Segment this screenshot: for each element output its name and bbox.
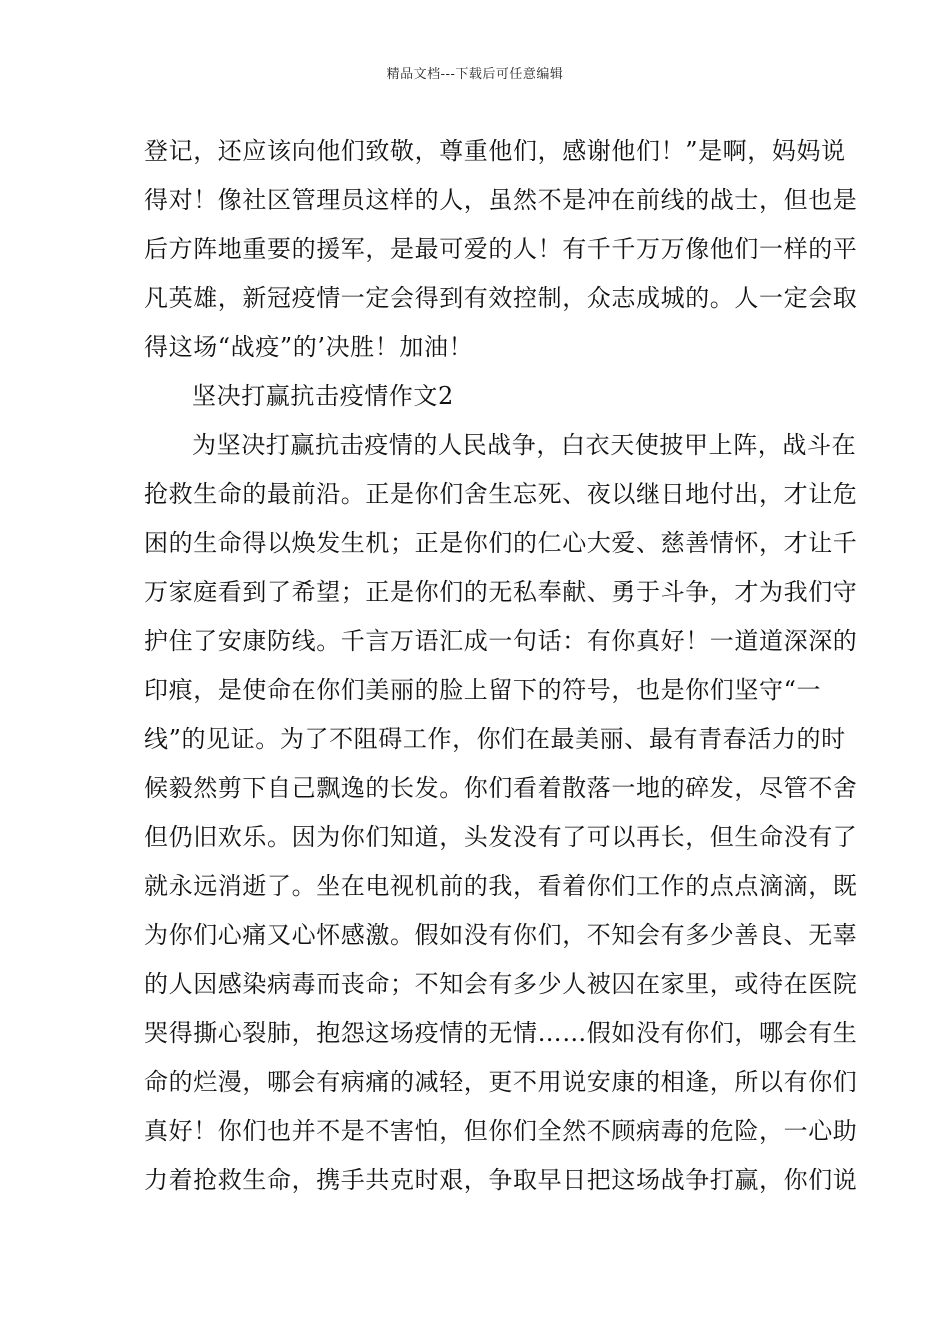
page-header: 精品文档---下载后可任意编辑 xyxy=(386,67,564,82)
text-line: 命的烂漫，哪会有病痛的减轻，更不用说安康的相逢，所以有你们 xyxy=(144,1068,858,1096)
section-heading xyxy=(144,372,808,421)
text-line: 就永远消逝了。坐在电视机前的我，看着你们工作的点点滴滴，既 xyxy=(144,872,858,900)
text-line: 登记，还应该向他们致敬，尊重他们，感谢他们！”是啊，妈妈说 xyxy=(144,137,846,165)
text-line: 护住了安康防线。千言万语汇成一句话：有你真好！一道道深深的 xyxy=(144,627,858,655)
text-line: 后方阵地重要的援军，是最可爱的人！有千千万万像他们一样的平 xyxy=(144,235,858,263)
text-line: 万家庭看到了希望；正是你们的无私奉献、勇于斗争，才为我们守 xyxy=(144,578,858,606)
text-line: 但仍旧欢乐。因为你们知道，头发没有了可以再长，但生命没有了 xyxy=(144,823,858,851)
paragraph-2 xyxy=(144,421,858,1205)
text-line: 的人因感染病毒而丧命；不知会有多少人被囚在家里，或待在医院 xyxy=(144,970,858,998)
text-line: 为坚决打赢抗击疫情的人民战争，白衣天使披甲上阵，战斗在 xyxy=(192,431,857,459)
text-line: 得这场“战疫”的’决胜！加油！ xyxy=(144,333,474,361)
text-line: 力着抢救生命，携手共克时艰，争取早日把这场战争打赢，你们说 xyxy=(144,1166,858,1194)
text-line: 抢救生命的最前沿。正是你们舍生忘死、夜以继日地付出，才让危 xyxy=(144,480,858,508)
text-line: 真好！你们也并不是不害怕，但你们全然不顾病毒的危险，一心助 xyxy=(144,1117,858,1145)
text-line: 印痕，是使命在你们美丽的脸上留下的符号，也是你们坚守“一 xyxy=(144,676,822,704)
text-line: 得对！像社区管理员这样的人，虽然不是冲在前线的战士，但也是 xyxy=(144,186,858,214)
text-line: 候毅然剪下自己飘逸的长发。你们看着散落一地的碎发，尽管不舍 xyxy=(144,774,858,802)
text-line: 线”的见证。为了不阻碍工作，你们在最美丽、最有青春活力的时 xyxy=(144,725,846,753)
text-line: 哭得撕心裂肺，抱怨这场疫情的无情……假如没有你们，哪会有生 xyxy=(144,1019,858,1047)
text-line: 困的生命得以焕发生机；正是你们的仁心大爱、慈善情怀，才让千 xyxy=(144,529,858,557)
paragraph-1 xyxy=(144,127,858,372)
text-line: 为你们心痛又心怀感激。假如没有你们，不知会有多少善良、无辜 xyxy=(144,921,858,949)
text-line: 凡英雄，新冠疫情一定会得到有效控制，众志成城的。人一定会取 xyxy=(144,284,858,312)
section-heading-text: 坚决打赢抗击疫情作文2 xyxy=(192,382,454,410)
